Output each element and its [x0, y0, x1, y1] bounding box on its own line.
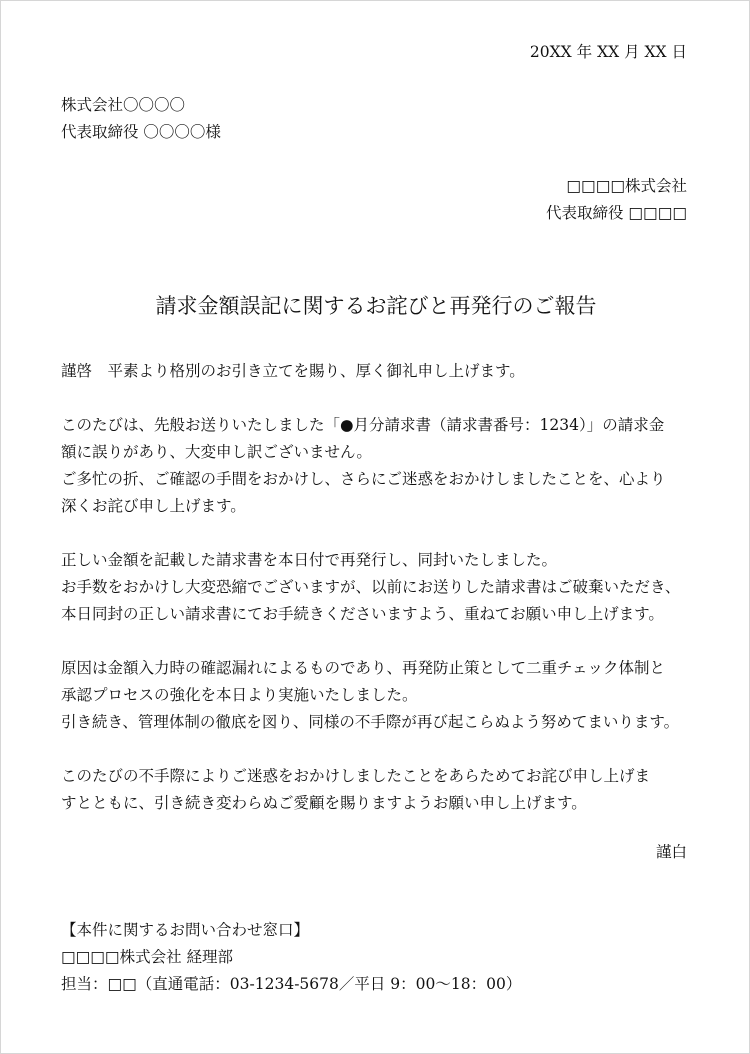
sender-company: □□□□株式会社 [566, 177, 687, 195]
opening-line: 謹啓 平素より格別のお引き立てを賜り、厚く御礼申し上げます。 [61, 362, 525, 380]
paragraph-4-line: すとともに、引き続き変わらぬご愛顧を賜りますようお願い申し上げます。 [61, 794, 587, 812]
paragraph-1-line: このたびは、先般お送りいたしました「●月分請求書（請求書番号：1234）」の請求金 [61, 416, 665, 434]
paragraph-1-line: ご多忙の折、ご確認の手間をおかけし、さらにご迷惑をおかけしましたことを、心より [61, 470, 666, 488]
paragraph-2-line: 正しい金額を記載した請求書を本日付で再発行し、同封いたしました。 [61, 551, 558, 569]
paragraph-2-line: 本日同封の正しい請求書にてお手続きくださいますよう、重ねてお願い申し上げます。 [61, 605, 664, 623]
paragraph-4-line: このたびの不手際によりご迷惑をおかけしましたことをあらためてお詫び申し上げま [61, 767, 651, 785]
paragraph-3-line: 引き続き、管理体制の徹底を図り、同様の不手際が再び起こらぬよう努めてまいります。 [61, 713, 680, 731]
recipient-block [61, 92, 221, 146]
contact-department: □□□□株式会社 経理部 [61, 948, 234, 966]
closing-word: 謹白 [655, 843, 687, 861]
contact-person: 担当：□□（直通電話：03-1234-5678／平日 9：00～18：00） [61, 975, 522, 993]
paragraph-1-line: 額に誤りがあり、大変申し訳ございません。 [61, 443, 372, 461]
letter-date: 20XX 年 XX 月 XX 日 [529, 43, 687, 61]
paragraph-2-line: お手数をおかけし大変恐縮でございますが、以前にお送りした請求書はご破棄いただき、 [61, 578, 681, 596]
paragraph-3-line: 原因は金額入力時の確認漏れによるものであり、再発防止策として二重チェック体制と [61, 659, 666, 677]
recipient-company: 株式会社〇〇〇〇 [61, 96, 186, 114]
sender-person: 代表取締役 □□□□ [545, 204, 687, 222]
sender-block [546, 173, 687, 227]
paragraph-1-line: 深くお詫び申し上げます。 [61, 497, 246, 515]
letter-body [61, 358, 680, 817]
letter-title: 請求金額誤記に関するお詫びと再発行のご報告 [155, 294, 597, 318]
contact-block [61, 917, 521, 998]
contact-heading: 【本件に関するお問い合わせ窓口】 [61, 921, 310, 939]
paragraph-3-line: 承認プロセスの強化を本日より実施いたしました。 [61, 686, 418, 704]
recipient-person: 代表取締役 〇〇〇〇様 [61, 123, 221, 141]
